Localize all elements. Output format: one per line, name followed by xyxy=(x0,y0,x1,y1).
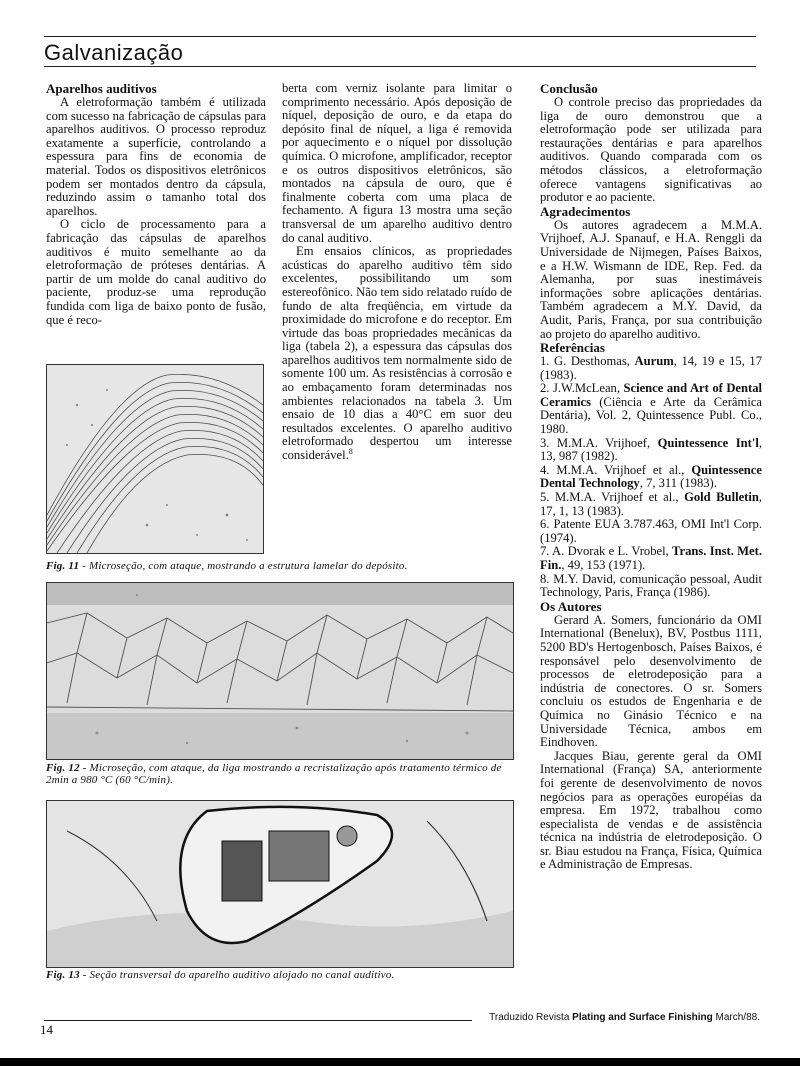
figure-12-caption xyxy=(46,762,516,786)
heading-os-autores: Os Autores xyxy=(540,598,602,614)
column-3 xyxy=(540,82,762,872)
paragraph-text: Em ensaios clínicos, as propriedades acústicas do aparelho auditivo têm sido excelentes, possibilitando um som estereofônico. Não tem sido relatado ruído de fundo de alta freqüência, em virtude da proximidade do microfone e do receptor. Em virtude das boas propriedades mecânicas da liga (tabela 2), a espessura das cápsulas dos aparelhos auditivos tem normalmente sido de somente 100 um. As resistências à corrosão e ao embaçamento foram determinadas nos ambientes relacionados na tabela 3. Um ensaio de 10 dias a 40°C em suor deu resultados excelentes. O aparelho auditivo eletroformado despertou um interesse considerável. xyxy=(282,244,512,463)
paragraph: Gerard A. Somers, funcionário da OMI International (Benelux), BV, Postbus 1111, 5200 BD's Hertogenbosch, Países Baixos, é responsável pelo desenvolvimento de processos de eletrodeposição para a indústria de conectores. O sr. Somers concluiu os estudos de Engenharia e de Química no Ginásio Técnico e na Universidade Técnica, ambos em Eindhoven. xyxy=(540,612,762,750)
lamellar-micrograph-image xyxy=(47,365,263,553)
heading-conclusao: Conclusão xyxy=(540,81,598,96)
paragraph: A eletroformação também é utilizada com sucesso na fabricação de cápsulas para aparelhos auditivos. O processo reproduz exatamente a superfície, controlando a espessura para fins de economia de material. Todos os dispositivos eletrônicos podem ser montados dentro da cápsula, reduzindo assim o tamanho total dos aparelhos. xyxy=(46,95,266,218)
heading-referencias: Referências xyxy=(540,340,605,356)
figure-11-label: Fig. 11 xyxy=(46,560,80,572)
footnote-ref: 8 xyxy=(348,446,353,456)
page-number: 14 xyxy=(40,1022,53,1037)
reference-item: 7. A. Dvorak e L. Vrobel, Trans. Inst. Met. Fin., 49, 153 (1971). xyxy=(540,544,762,572)
figure-12-micrograph xyxy=(46,582,514,760)
paragraph: O controle preciso das propriedades da liga de ouro demonstrou que a eletroformação pode ser utilizada para restaurações dentárias e para aparelhos auditivos. Quando comparada com os métodos clássicos, a eletroformação oferece vantagens significativas ao produtor e ao paciente. xyxy=(540,95,762,205)
figure-13-caption-text: - Seção transversal do aparelho auditivo alojado no canal auditivo. xyxy=(79,969,395,981)
translation-credit: Traduzido Revista Plating and Surface Finishing March/88. xyxy=(489,1012,760,1023)
paragraph xyxy=(282,245,512,463)
references-list xyxy=(540,355,762,600)
figure-12-caption-text: - Microseção, com ataque, da liga mostrando a recristalização após tratamento térmico de 2min a 980 °C (60 °C/min). xyxy=(46,762,502,786)
reference-item: 5. M.M.A. Vrijhoef et al., Gold Bulletin, 17, 1, 13 (1983). xyxy=(540,490,763,518)
top-rule xyxy=(44,36,756,37)
reference-item: 3. M.M.A. Vrijhoef, Quintessence Int'l, 13, 987 (1982). xyxy=(540,435,762,464)
heading-agradecimentos: Agradecimentos xyxy=(540,203,631,219)
paragraph: Os autores agradecem a M.M.A. Vrijhoef, A.J. Spanauf, e H.A. Renggli da Universidade de Nijmegen, Países Baixos, e a H.W. Wismann de IDE, Rep. Fed. da Alemanha, por suas inestimáveis informações sobre aplicações dentárias. Também agradecem a M.Y. David, da Audit, Paris, França, por sua contribuição ao projeto do aparelho auditivo. xyxy=(540,217,762,341)
figure-13-label: Fig. 13 xyxy=(46,969,80,981)
figure-13-cross-section xyxy=(46,800,514,968)
paragraph: O ciclo de processamento para a fabricação das cápsulas de aparelhos auditivos é muito semelhante ao da eletroformação de próteses dentárias. A partir de um molde do canal auditivo do paciente, produz-se uma reprodução fundida com liga de baixo ponto de fusão, que é reco- xyxy=(46,217,266,327)
section-title: Galvanização xyxy=(44,40,184,65)
scan-edge-bar xyxy=(0,1058,800,1066)
paragraph: berta com verniz isolante para limitar o comprimento necessário. Após deposição de níquel, deposição de ouro, e da etapa do depósito final de níquel, a liga é removida por aquecimento e o níquel por dissolução química. O microfone, amplificador, receptor e os outros dispositivos eletrônicos, são montados na cápsula de ouro, que é finalmente coberta com uma placa de fechamento. A figura 13 mostra uma seção transversal de um aparelho auditivo dentro do canal auditivo. xyxy=(282,81,512,245)
reference-item: 2. J.W.McLean, Science and Art of Dental Ceramics (Ciência e Arte da Cerâmica Dentária), Vol. 2, Quintessence Publ. Co., 1980. xyxy=(540,381,762,437)
figure-11-micrograph xyxy=(46,364,264,554)
figure-11-caption xyxy=(46,560,516,572)
figure-12-label: Fig. 12 xyxy=(46,762,80,774)
column-2 xyxy=(282,82,512,463)
header-rule xyxy=(44,66,756,67)
figure-11-caption-text: - Microseção, com ataque, mostrando a estrutura lamelar do depósito. xyxy=(79,560,408,572)
figure-13-caption xyxy=(46,969,516,981)
footer-rule xyxy=(44,1020,472,1021)
hearing-aid-cross-section-image xyxy=(47,801,513,967)
paragraph: Jacques Biau, gerente geral da OMI International (França) SA, anteriormente foi gerente de desenvolvimento de novos negócios para as operações européias da empresa. Em 1972, trabalhou como especialista de vendas e de assistência técnica na indústria de eletrodeposição. O sr. Biau estudou na França, Física, Química e Administração de Empresas. xyxy=(540,748,762,872)
reference-item: 1. G. Desthomas, Aurum, 14, 19 e 15, 17 (1983). xyxy=(540,354,762,382)
column-1 xyxy=(46,82,266,327)
heading-aparelhos-auditivos: Aparelhos auditivos xyxy=(46,81,157,96)
recrystallization-micrograph-image xyxy=(47,583,513,759)
reference-item: 4. M.M.A. Vrijhoef et al., Quintessence Dental Technology, 7, 311 (1983). xyxy=(540,462,762,491)
reference-item: 6. Patente EUA 3.787.463, OMI Int'l Corp. (1974). xyxy=(540,517,762,545)
reference-item: 8. M.Y. David, comunicação pessoal, Audit Technology, Paris, França (1986). xyxy=(540,571,762,600)
